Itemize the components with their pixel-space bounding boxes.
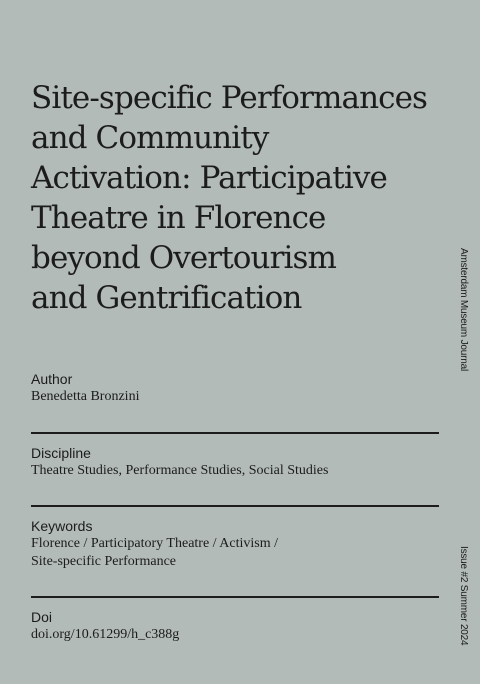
author-label: Author — [31, 371, 73, 387]
keywords-label: Keywords — [31, 518, 93, 534]
discipline-label: Discipline — [31, 445, 91, 461]
journal-name-vertical: Amsterdam Museum Journal — [458, 248, 469, 372]
divider-2 — [31, 505, 439, 507]
keywords-line-1: Florence / Participatory Theatre / Activism / — [31, 536, 279, 551]
doi-section — [31, 608, 439, 644]
divider-1 — [31, 432, 439, 434]
author-section — [31, 370, 439, 406]
doi-label: Doi — [31, 609, 53, 625]
author-name: Benedetta Bronzini — [31, 389, 140, 404]
discipline-value: Theatre Studies, Performance Studies, Social Studies — [31, 463, 329, 478]
issue-info-vertical: Issue #2 Summer 2024 — [458, 546, 469, 646]
discipline-section — [31, 444, 439, 480]
keywords-section — [31, 517, 439, 571]
keywords-line-2: Site-specific Performance — [31, 554, 176, 569]
divider-3 — [31, 596, 439, 598]
doi-link[interactable]: doi.org/10.61299/h_c388g — [31, 627, 180, 642]
article-title: Site-specific Performances and Community Activation: Participative Theatre in Florence beyond Overtourism and Gentrification — [31, 80, 428, 316]
